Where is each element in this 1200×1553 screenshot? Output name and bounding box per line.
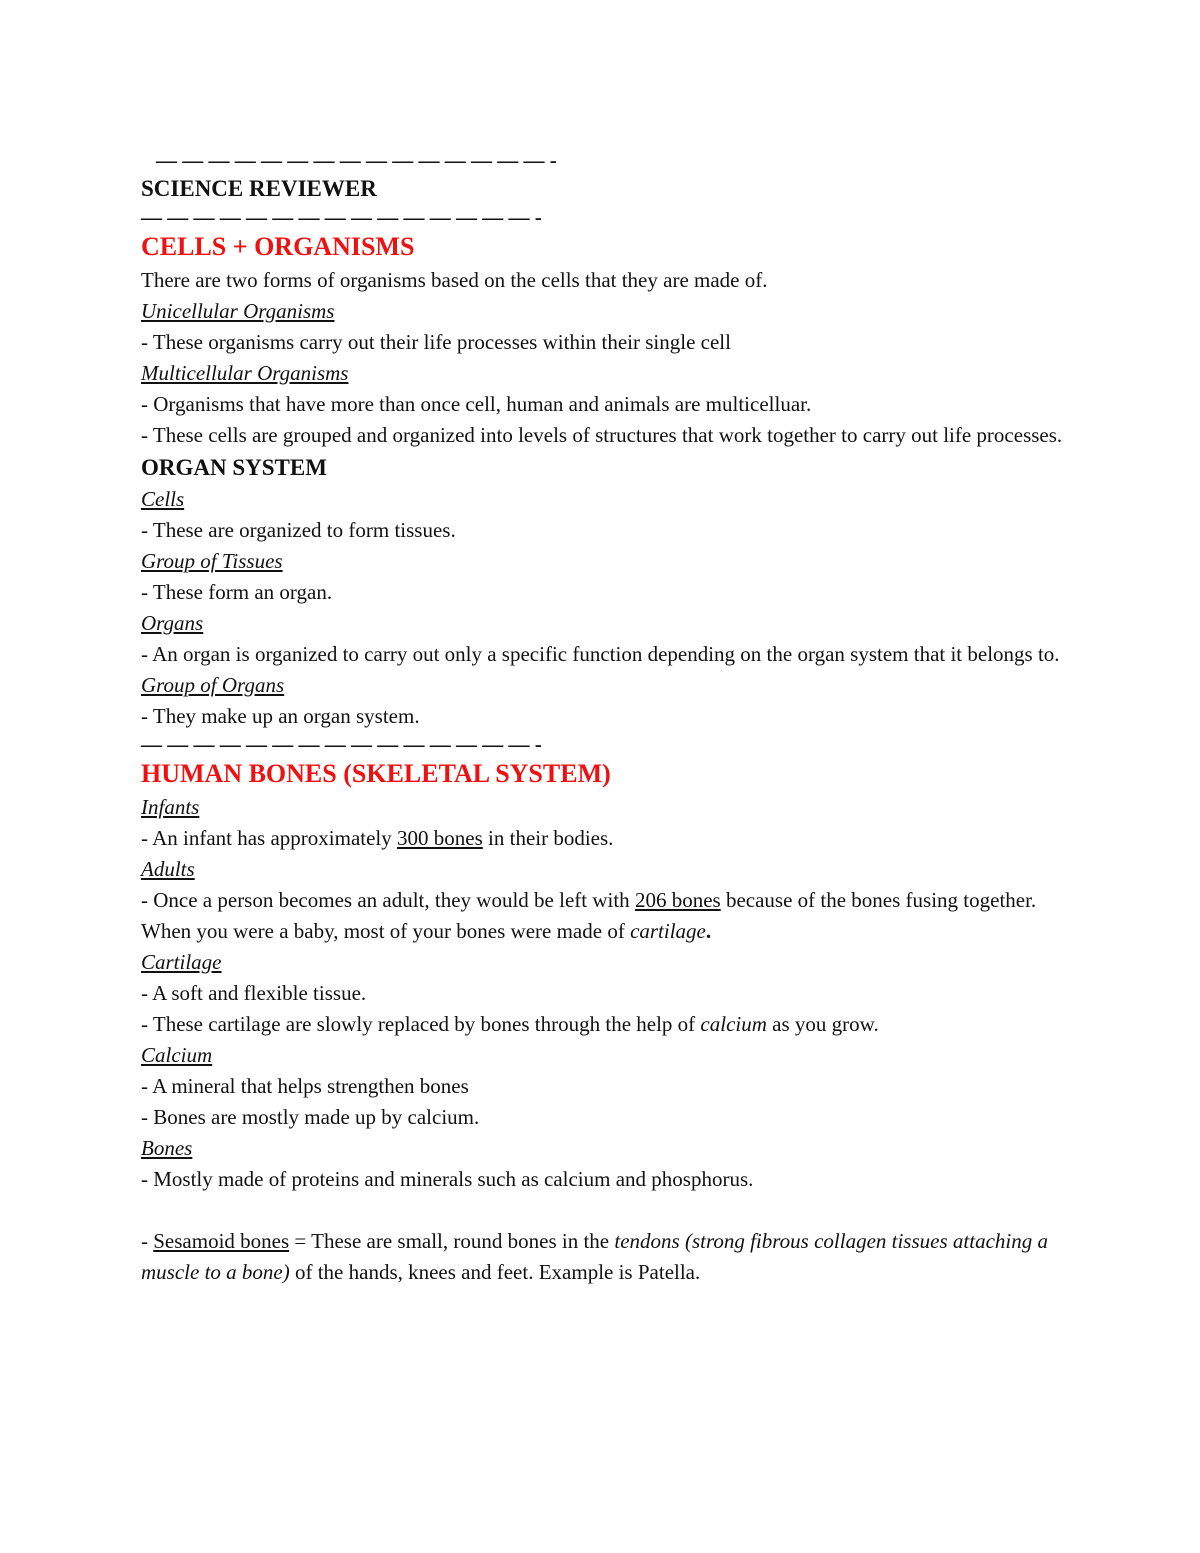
calcium-point-1: - A mineral that helps strengthen bones xyxy=(141,1074,469,1098)
subheading-calcium: Calcium xyxy=(141,1043,213,1067)
baby-bones-line xyxy=(141,916,1071,947)
cells-point: - These are organized to form tissues. xyxy=(141,518,456,542)
blank-line xyxy=(141,1195,1071,1226)
sesamoid-dash: - xyxy=(141,1229,154,1253)
tissues-point: - These form an organ. xyxy=(141,580,333,604)
section-heading-organ-system: ORGAN SYSTEM xyxy=(141,455,327,480)
infants-text-pre: - An infant has approximately xyxy=(141,826,398,850)
group-of-organs-point: - They make up an organ system. xyxy=(141,704,420,728)
subheading-infants: Infants xyxy=(141,795,200,819)
infants-text-post: in their bodies. xyxy=(482,826,614,850)
subheading-multicellular: Multicellular Organisms xyxy=(141,361,349,385)
multicellular-point-1: - Organisms that have more than once cell, human and animals are multicelluar. xyxy=(141,392,812,416)
baby-cartilage-term: cartilage xyxy=(630,919,706,943)
sesamoid-bones-point xyxy=(141,1226,1071,1288)
subheading-group-of-organs: Group of Organs xyxy=(141,673,285,697)
subheading-cartilage: Cartilage xyxy=(141,950,222,974)
rule-divider: — — — — — — — — — — — — — — — - xyxy=(141,205,542,229)
sesamoid-term: Sesamoid bones xyxy=(153,1229,290,1253)
cells-intro: There are two forms of organisms based on the cells that they are made of. xyxy=(141,268,768,292)
document-title: SCIENCE REVIEWER xyxy=(141,176,377,201)
infants-point xyxy=(141,823,1071,854)
subheading-adults: Adults xyxy=(141,857,195,881)
section-heading-cells: CELLS + ORGANISMS xyxy=(141,232,415,261)
subheading-cells: Cells xyxy=(141,487,185,511)
subheading-bones: Bones xyxy=(141,1136,193,1160)
section-heading-human-bones: HUMAN BONES (SKELETAL SYSTEM) xyxy=(141,759,611,788)
subheading-unicellular: Unicellular Organisms xyxy=(141,299,335,323)
organs-point: - An organ is organized to carry out only a specific function depending on the organ system that it belongs to. xyxy=(141,642,1060,666)
subheading-group-of-tissues: Group of Tissues xyxy=(141,549,283,573)
sesamoid-mid: = These are small, round bones in the xyxy=(289,1229,615,1253)
infants-bone-count: 300 bones xyxy=(397,826,483,850)
baby-text-post: . xyxy=(705,919,712,943)
calcium-point-2: - Bones are mostly made up by calcium. xyxy=(141,1105,480,1129)
adults-text-pre: - Once a person becomes an adult, they would be left with xyxy=(141,888,635,912)
subheading-organs: Organs xyxy=(141,611,204,635)
adults-bone-count: 206 bones xyxy=(634,888,721,912)
adults-point xyxy=(141,885,1071,916)
sesamoid-post: of the hands, knees and feet. Example is Patella. xyxy=(289,1260,701,1284)
cartilage-2-calcium-term: calcium xyxy=(700,1012,767,1036)
cartilage-point-1: - A soft and flexible tissue. xyxy=(141,981,367,1005)
rule-top: — — — — — — — — — — — — — — — - xyxy=(156,148,557,172)
rule-divider-2: — — — — — — — — — — — — — — — - xyxy=(141,732,542,756)
document-body xyxy=(141,148,1071,1288)
cartilage-2-pre: - These cartilage are slowly replaced by bones through the help of xyxy=(141,1012,701,1036)
cartilage-point-2 xyxy=(141,1009,1071,1040)
unicellular-point: - These organisms carry out their life processes within their single cell xyxy=(141,330,731,354)
multicellular-point-2: - These cells are grouped and organized into levels of structures that work together to carry out life processes. xyxy=(141,423,1063,447)
baby-text-pre: When you were a baby, most of your bones were made of xyxy=(141,919,631,943)
cartilage-2-post: as you grow. xyxy=(766,1012,879,1036)
adults-text-post: because of the bones fusing together. xyxy=(720,888,1037,912)
bones-point: - Mostly made of proteins and minerals such as calcium and phosphorus. xyxy=(141,1167,754,1191)
sesamoid-tendons-definition: tendons (strong fibrous collagen tissues attaching a muscle to a bone) xyxy=(141,1229,1048,1284)
